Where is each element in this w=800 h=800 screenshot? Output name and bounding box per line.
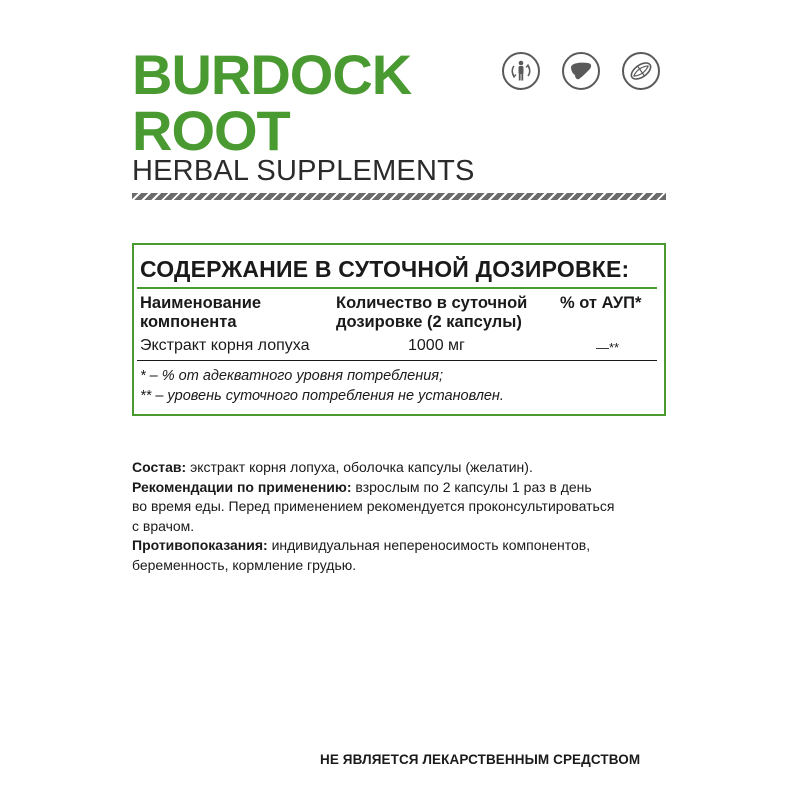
panel-title: СОДЕРЖАНИЕ В СУТОЧНОЙ ДОЗИРОВКЕ:: [140, 256, 630, 282]
contraindications-paragraph: [132, 536, 652, 575]
liver-icon: [562, 52, 600, 90]
header-component-name-line1: Наименование: [140, 294, 262, 312]
usage-text-line1: взрослым по 2 капсулы 1 раз в день: [351, 478, 592, 495]
usage-paragraph: [132, 478, 652, 537]
row-rule: [137, 360, 657, 361]
decorative-stripe: [132, 193, 666, 200]
header-quantity-line2: дозировке (2 капсулы): [336, 313, 522, 331]
row-quantity: 1000 мг: [408, 337, 465, 354]
panel-title-rule: [137, 287, 657, 289]
header-quantity: [336, 294, 527, 332]
composition-paragraph: [132, 458, 652, 478]
contraindications-label: Противопоказания:: [132, 537, 268, 553]
composition-label: Состав:: [132, 459, 187, 475]
composition-text: экстракт корня лопуха, оболочка капсулы (желатин).: [186, 459, 533, 475]
header-percent: % от АУП*: [560, 294, 642, 312]
disclaimer: НЕ ЯВЛЯЕТСЯ ЛЕКАРСТВЕННЫМ СРЕДСТВОМ: [320, 752, 641, 767]
usage-text-line3: с врачом.: [132, 517, 195, 534]
product-title-line1: BURDOCK: [132, 43, 412, 106]
usage-text-line2: во время еды. Перед применением рекомендуется проконсультироваться: [132, 498, 615, 514]
row-component-name: Экстракт корня лопуха: [140, 337, 310, 354]
product-info: [132, 458, 652, 575]
body-arrows-icon: [502, 52, 540, 90]
contraindications-text-line2: беременность, кормление грудью.: [132, 556, 357, 573]
footnote-1: * – % от адекватного уровня потребления;: [140, 368, 444, 384]
row-percent: —**: [596, 340, 620, 355]
product-title-line2: ROOT: [132, 99, 290, 162]
contraindications-text-line1: индивидуальная непереносимость компонентов,: [267, 537, 591, 553]
header-component-name-line2: компонента: [140, 313, 237, 331]
header-component-name: [140, 294, 261, 332]
footnote-2: ** – уровень суточного потребления не установлен.: [140, 388, 504, 404]
header-quantity-line1: Количество в суточной: [336, 294, 528, 312]
product-subtitle: HERBAL SUPPLEMENTS: [132, 155, 475, 187]
usage-label: Рекомендации по применению:: [132, 478, 352, 495]
capsule-icon: [622, 52, 660, 90]
